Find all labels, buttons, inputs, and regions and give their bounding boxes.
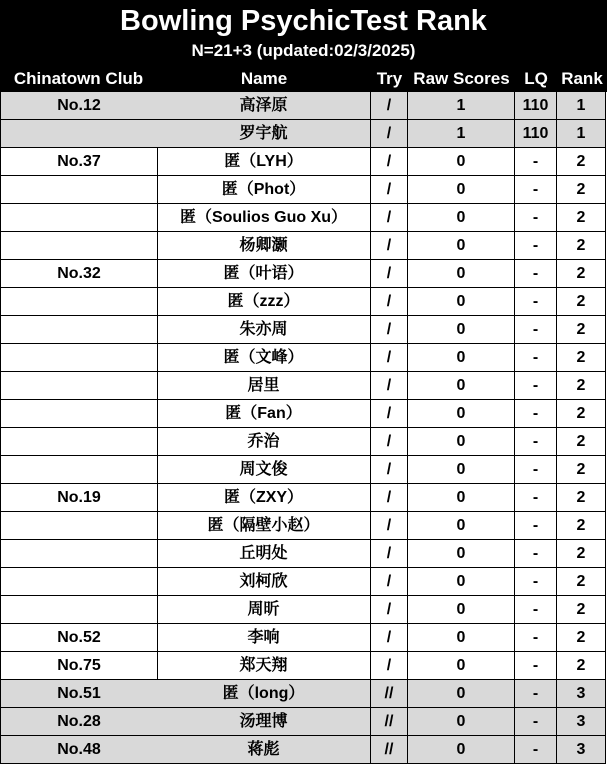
name-cell: 罗宇航: [157, 120, 371, 148]
lq-cell: -: [515, 624, 557, 652]
club-cell: No.48: [0, 736, 158, 764]
rank-cell: 2: [557, 176, 606, 204]
club-cell: [0, 288, 158, 316]
name-cell: 匿（LYH）: [157, 148, 371, 176]
rank-cell: 2: [557, 232, 606, 260]
club-cell: [0, 456, 158, 484]
rank-cell: 2: [557, 260, 606, 288]
table-row: [0, 736, 607, 764]
rank-cell: 2: [557, 288, 606, 316]
try-cell: //: [371, 708, 408, 736]
name-cell: 周文俊: [157, 456, 371, 484]
raw-score-cell: 0: [408, 232, 515, 260]
raw-score-cell: 0: [408, 428, 515, 456]
table-row: [0, 484, 607, 512]
page-title: Bowling PsychicTest Rank: [120, 5, 487, 37]
name-cell: 蒋彪: [157, 736, 371, 764]
table-row: [0, 148, 607, 176]
table-row: [0, 232, 607, 260]
club-cell: No.75: [0, 652, 158, 680]
rank-cell: 2: [557, 568, 606, 596]
try-cell: /: [371, 288, 408, 316]
name-cell: 朱亦周: [157, 316, 371, 344]
try-cell: //: [371, 736, 408, 764]
table-row: [0, 456, 607, 484]
table-row: [0, 316, 607, 344]
club-cell: [0, 344, 158, 372]
rank-cell: 2: [557, 624, 606, 652]
club-cell: [0, 120, 158, 148]
try-cell: /: [371, 120, 408, 148]
try-cell: /: [371, 204, 408, 232]
name-cell: 高泽原: [157, 92, 371, 120]
club-cell: No.37: [0, 148, 158, 176]
rank-cell: 2: [557, 372, 606, 400]
raw-score-cell: 0: [408, 596, 515, 624]
club-cell: [0, 400, 158, 428]
raw-score-cell: 0: [408, 736, 515, 764]
rank-cell: 2: [557, 512, 606, 540]
raw-score-cell: 0: [408, 540, 515, 568]
rank-cell: 2: [557, 204, 606, 232]
name-cell: 匿（long）: [157, 680, 371, 708]
name-cell: 匿（zzz）: [157, 288, 371, 316]
table-row: [0, 400, 607, 428]
column-header-try: Try: [376, 69, 403, 88]
table-row: [0, 540, 607, 568]
raw-score-cell: 0: [408, 400, 515, 428]
name-cell: 乔治: [157, 428, 371, 456]
name-cell: 居里: [157, 372, 371, 400]
club-cell: [0, 512, 158, 540]
lq-cell: -: [515, 260, 557, 288]
try-cell: /: [371, 428, 408, 456]
lq-cell: -: [515, 456, 557, 484]
table-row: [0, 512, 607, 540]
lq-cell: 110: [515, 92, 557, 120]
table-row: [0, 120, 607, 148]
table-row: [0, 596, 607, 624]
lq-cell: -: [515, 176, 557, 204]
lq-cell: -: [515, 596, 557, 624]
table-row: [0, 288, 607, 316]
club-cell: [0, 176, 158, 204]
rank-cell: 3: [557, 680, 606, 708]
raw-score-cell: 0: [408, 288, 515, 316]
title-header: [0, 0, 607, 92]
try-cell: /: [371, 260, 408, 288]
lq-cell: 110: [515, 120, 557, 148]
try-cell: /: [371, 372, 408, 400]
raw-score-cell: 0: [408, 148, 515, 176]
lq-cell: -: [515, 484, 557, 512]
column-header-rank: Rank: [561, 69, 603, 88]
club-cell: [0, 232, 158, 260]
lq-cell: -: [515, 148, 557, 176]
page-subtitle: N=21+3 (updated:02/3/2025): [191, 41, 416, 60]
name-cell: 汤理博: [157, 708, 371, 736]
club-cell: [0, 568, 158, 596]
club-cell: No.12: [0, 92, 158, 120]
rank-cell: 2: [557, 540, 606, 568]
table-row: [0, 260, 607, 288]
try-cell: //: [371, 680, 408, 708]
raw-score-cell: 0: [408, 344, 515, 372]
name-cell: 匿（Fan）: [157, 400, 371, 428]
club-cell: [0, 428, 158, 456]
table-row: [0, 680, 607, 708]
raw-score-cell: 0: [408, 372, 515, 400]
raw-score-cell: 0: [408, 316, 515, 344]
rank-cell: 2: [557, 316, 606, 344]
table-row: [0, 652, 607, 680]
rank-cell: 2: [557, 596, 606, 624]
table-row: [0, 568, 607, 596]
raw-score-cell: 1: [408, 120, 515, 148]
lq-cell: -: [515, 736, 557, 764]
try-cell: /: [371, 484, 408, 512]
raw-score-cell: 0: [408, 456, 515, 484]
column-header-name: Name: [240, 69, 288, 88]
club-cell: [0, 596, 158, 624]
rank-cell: 1: [557, 120, 606, 148]
table-row: [0, 204, 607, 232]
raw-score-cell: 0: [408, 652, 515, 680]
table-row: [0, 344, 607, 372]
rank-cell: 3: [557, 736, 606, 764]
try-cell: /: [371, 344, 408, 372]
name-cell: 周昕: [157, 596, 371, 624]
lq-cell: -: [515, 288, 557, 316]
lq-cell: -: [515, 568, 557, 596]
lq-cell: -: [515, 316, 557, 344]
lq-cell: -: [515, 344, 557, 372]
lq-cell: -: [515, 232, 557, 260]
raw-score-cell: 0: [408, 708, 515, 736]
club-cell: [0, 540, 158, 568]
table-row: [0, 708, 607, 736]
lq-cell: -: [515, 652, 557, 680]
raw-score-cell: 0: [408, 204, 515, 232]
rank-cell: 2: [557, 428, 606, 456]
try-cell: /: [371, 596, 408, 624]
try-cell: /: [371, 400, 408, 428]
rank-cell: 2: [557, 344, 606, 372]
lq-cell: -: [515, 428, 557, 456]
name-cell: 丘明处: [157, 540, 371, 568]
try-cell: /: [371, 568, 408, 596]
lq-cell: -: [515, 512, 557, 540]
table-row: [0, 176, 607, 204]
table-row: [0, 428, 607, 456]
name-cell: 匿（Soulios Guo Xu）: [157, 204, 371, 232]
name-cell: 匿（文峰）: [157, 344, 371, 372]
lq-cell: -: [515, 708, 557, 736]
rank-cell: 2: [557, 484, 606, 512]
club-cell: No.32: [0, 260, 158, 288]
try-cell: /: [371, 456, 408, 484]
club-cell: [0, 316, 158, 344]
club-cell: No.51: [0, 680, 158, 708]
name-cell: 匿（隔壁小赵）: [157, 512, 371, 540]
column-header-raw-scores: Raw Scores: [413, 69, 510, 88]
try-cell: /: [371, 176, 408, 204]
try-cell: /: [371, 232, 408, 260]
club-cell: No.52: [0, 624, 158, 652]
name-cell: 匿（叶语）: [157, 260, 371, 288]
raw-score-cell: 0: [408, 568, 515, 596]
lq-cell: -: [515, 204, 557, 232]
ranking-table: [0, 92, 607, 764]
club-cell: No.28: [0, 708, 158, 736]
try-cell: /: [371, 512, 408, 540]
lq-cell: -: [515, 680, 557, 708]
raw-score-cell: 1: [408, 92, 515, 120]
raw-score-cell: 0: [408, 624, 515, 652]
try-cell: /: [371, 148, 408, 176]
column-header-lq: LQ: [524, 69, 548, 88]
try-cell: /: [371, 540, 408, 568]
try-cell: /: [371, 316, 408, 344]
lq-cell: -: [515, 540, 557, 568]
rank-cell: 2: [557, 400, 606, 428]
raw-score-cell: 0: [408, 484, 515, 512]
table-row: [0, 624, 607, 652]
rank-cell: 3: [557, 708, 606, 736]
try-cell: /: [371, 652, 408, 680]
rank-cell: 2: [557, 456, 606, 484]
name-cell: 杨卿灏: [157, 232, 371, 260]
rank-cell: 2: [557, 148, 606, 176]
raw-score-cell: 0: [408, 512, 515, 540]
name-cell: 匿（ZXY）: [157, 484, 371, 512]
name-cell: 刘柯欣: [157, 568, 371, 596]
table-row: [0, 92, 607, 120]
name-cell: 李响: [157, 624, 371, 652]
rank-cell: 2: [557, 652, 606, 680]
table-row: [0, 372, 607, 400]
name-cell: 匿（Phot）: [157, 176, 371, 204]
try-cell: /: [371, 624, 408, 652]
club-cell: [0, 204, 158, 232]
raw-score-cell: 0: [408, 260, 515, 288]
club-cell: No.19: [0, 484, 158, 512]
raw-score-cell: 0: [408, 176, 515, 204]
rank-cell: 1: [557, 92, 606, 120]
lq-cell: -: [515, 372, 557, 400]
lq-cell: -: [515, 400, 557, 428]
club-cell: [0, 372, 158, 400]
raw-score-cell: 0: [408, 680, 515, 708]
try-cell: /: [371, 92, 408, 120]
column-header-club: Chinatown Club: [13, 69, 144, 88]
name-cell: 郑天翔: [157, 652, 371, 680]
